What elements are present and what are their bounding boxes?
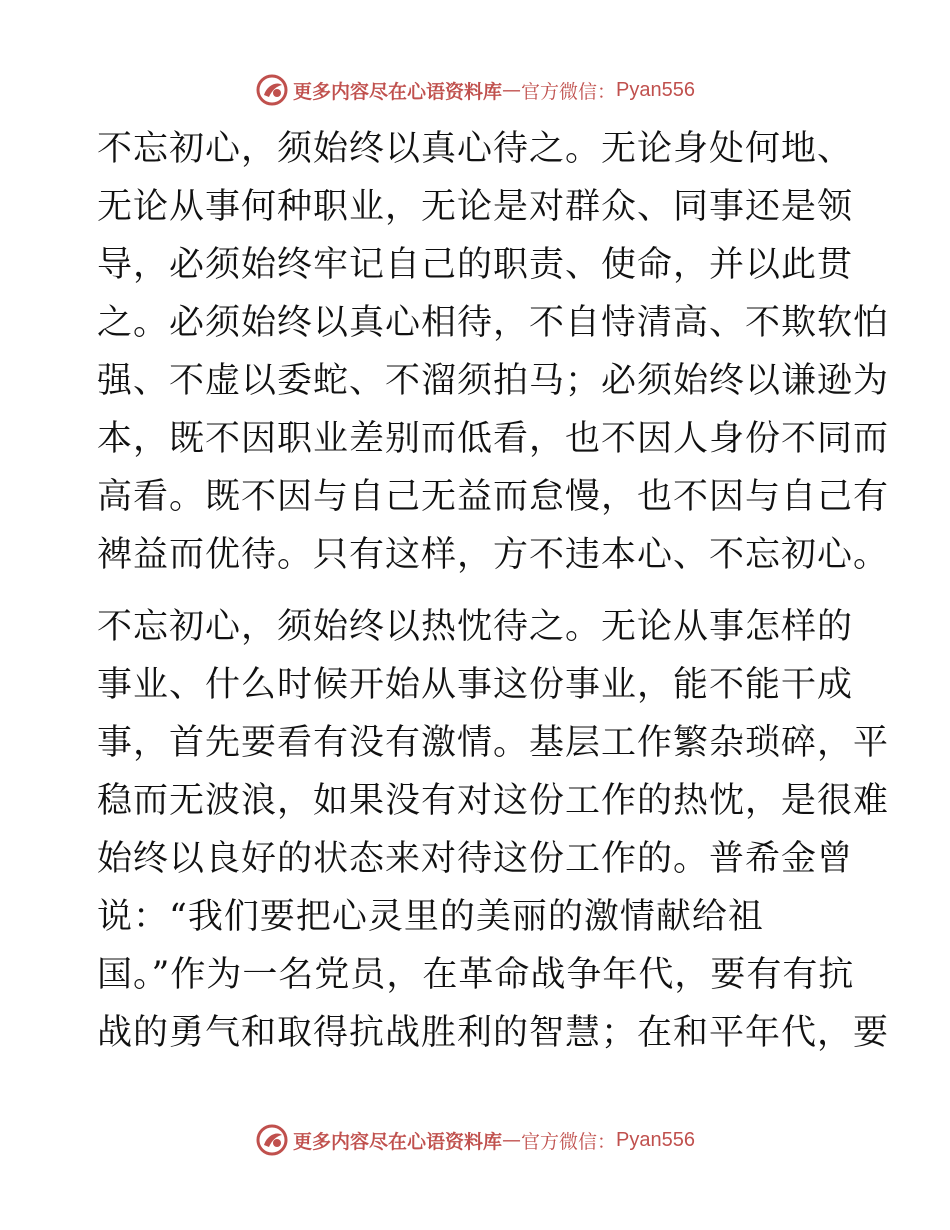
text-line: 始终以良好的状态来对待这份工作的。普希金曾: [97, 839, 854, 879]
banner-wechat-label: 官方微信：: [521, 1130, 617, 1153]
text-line: 事业、什么时候开始从事这份事业，能不能干成: [97, 665, 854, 705]
banner-wechat-id: Pyan556: [616, 1128, 695, 1151]
text-line: 国。”作为一名党员，在革命战争年代，要有有抗: [97, 955, 855, 995]
text-line: 不忘初心，须始终以热忱待之。无论从事怎样的: [97, 607, 854, 647]
banner-title: 更多内容尽在心语资料库: [293, 1130, 503, 1153]
red-seal-logo-icon: [255, 1123, 289, 1157]
banner-wechat-id: Pyan556: [616, 78, 695, 101]
red-seal-logo-icon: [255, 73, 289, 107]
banner-separator: —: [502, 1129, 522, 1151]
banner-title: 更多内容尽在心语资料库: [293, 80, 503, 103]
header-banner: [0, 70, 950, 110]
paragraph-1: [97, 120, 890, 584]
text-line: 之。必须始终以真心相待，不自恃清高、不欺软怕: [97, 303, 890, 343]
text-line: 无论从事何种职业，无论是对群众、同事还是领: [97, 187, 854, 227]
text-line: 导，必须始终牢记自己的职责、使命，并以此贯: [97, 245, 854, 285]
text-line: 本，既不因职业差别而低看，也不因人身份不同而: [97, 419, 890, 459]
text-line: 说：“我们要把心灵里的美丽的激情献给祖: [97, 897, 764, 937]
text-line: 高看。既不因与自己无益而怠慢，也不因与自己有: [97, 477, 890, 517]
paragraph-spacer: [97, 584, 857, 598]
banner-wechat-label: 官方微信：: [521, 80, 617, 103]
paragraph-2: [97, 598, 890, 1062]
banner-separator: —: [502, 79, 522, 101]
document-body: [97, 120, 890, 1062]
footer-banner: [0, 1120, 950, 1160]
text-line: 战的勇气和取得抗战胜利的智慧；在和平年代，要: [97, 1013, 890, 1053]
text-line: 稳而无波浪，如果没有对这份工作的热忱，是很难: [97, 781, 890, 821]
text-line: 不忘初心，须始终以真心待之。无论身处何地、: [97, 129, 854, 169]
text-line: 强、不虚以委蛇、不溜须拍马；必须始终以谦逊为: [97, 361, 890, 401]
text-line: 事，首先要看有没有激情。基层工作繁杂琐碎，平: [97, 723, 890, 763]
text-line: 裨益而优待。只有这样，方不违本心、不忘初心。: [97, 535, 890, 575]
